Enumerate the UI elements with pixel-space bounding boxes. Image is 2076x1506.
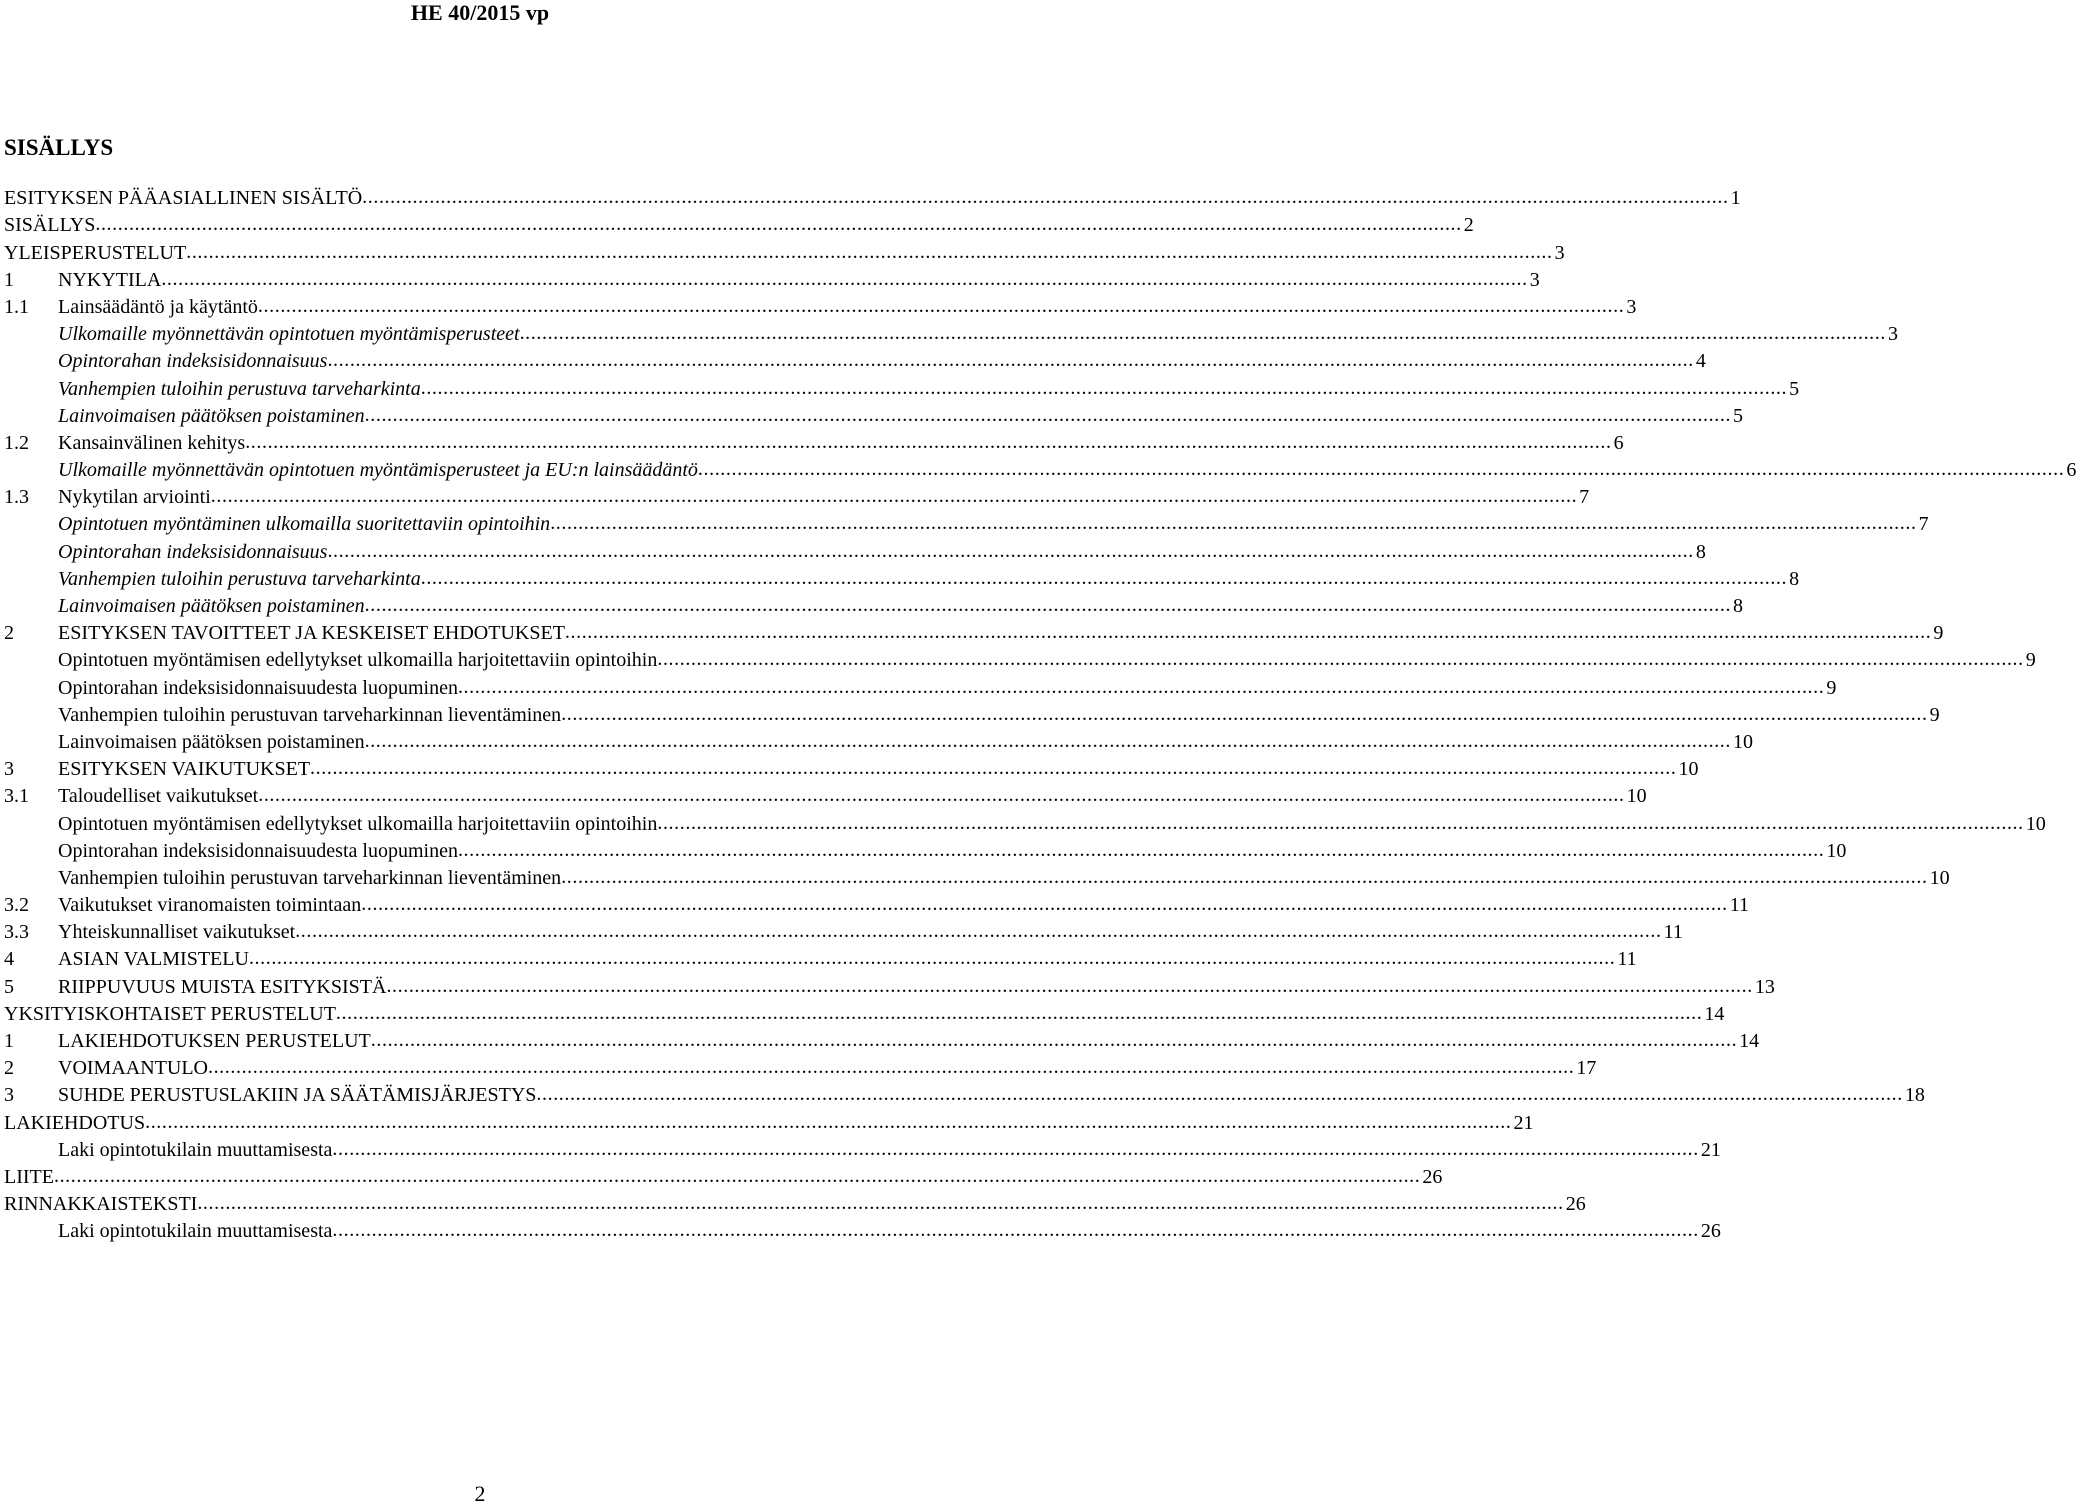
- toc-dot-leader: [362, 186, 1728, 209]
- toc-entry-label: Laki opintotukilain muuttamisesta: [58, 1138, 333, 1161]
- toc-dot-leader: [197, 1192, 1563, 1215]
- toc-entry-page: 10: [1626, 785, 1647, 808]
- toc-dot-leader: [186, 241, 1552, 264]
- toc-entry-label: Taloudelliset vaikutukset: [58, 785, 259, 808]
- toc-entry-page: 1: [1730, 187, 1741, 210]
- toc-entry-page: 8: [1789, 567, 1800, 590]
- toc-entry-label: Vanhempien tuloihin perustuva tarveharkinta: [58, 377, 421, 400]
- toc-entry-page: 7: [1579, 486, 1590, 509]
- toc-entry-page: 21: [1700, 1138, 1721, 1161]
- toc-entry-page: 3: [1529, 268, 1540, 291]
- toc-dot-leader: [361, 893, 1727, 916]
- toc-entry-number: 2: [4, 1057, 14, 1080]
- toc-entry[interactable]: [4, 237, 1565, 264]
- toc-entry[interactable]: [4, 727, 1753, 754]
- toc-entry-label: YKSITYISKOHTAISET PERUSTELUT: [4, 1002, 336, 1025]
- toc-entry-number: 1: [4, 268, 14, 291]
- toc-entry-label: Lainvoimaisen päätöksen poistaminen: [58, 730, 365, 753]
- toc-entry-label: LIITE: [4, 1165, 54, 1188]
- toc-entry[interactable]: [4, 591, 1744, 618]
- toc-dot-leader: [161, 268, 1527, 291]
- toc-entry[interactable]: [4, 944, 1637, 971]
- toc-dot-leader: [536, 1083, 1902, 1106]
- toc-entry-number: 1.3: [4, 486, 29, 509]
- toc-entry[interactable]: [4, 863, 1950, 890]
- toc-entry[interactable]: [4, 1107, 1534, 1134]
- toc-entry-label: Opintotuen myöntämisen edellytykset ulkomailla harjoitettaviin opintoihin: [58, 649, 658, 672]
- toc-entry[interactable]: [4, 1216, 1721, 1243]
- toc-entry-page: 14: [1739, 1030, 1760, 1052]
- toc-dot-leader: [295, 920, 1661, 943]
- toc-entry[interactable]: [4, 781, 1647, 808]
- toc-entry-page: 2: [1463, 214, 1474, 237]
- toc-entry-label: RIIPPUVUUS MUISTA ESITYKSISTÄ: [58, 975, 387, 998]
- toc-entry[interactable]: [4, 1053, 1597, 1080]
- toc-entry-label: SISÄLLYS: [4, 214, 96, 237]
- toc-entry[interactable]: [4, 754, 1699, 781]
- toc-entry-page: 14: [1704, 1002, 1725, 1025]
- toc-entry[interactable]: [4, 373, 1800, 400]
- toc-entry-label: Nykytilan arviointi: [58, 486, 211, 509]
- toc-dot-leader: [258, 784, 1624, 807]
- toc-entry-page: 26: [1422, 1165, 1443, 1188]
- toc-dot-leader: [327, 540, 1693, 563]
- toc-entry-label: Laki opintotukilain muuttamisesta: [58, 1220, 333, 1243]
- toc-entry-label: Opintorahan indeksisidonnaisuus: [58, 540, 328, 563]
- toc-dot-leader: [561, 866, 1927, 889]
- toc-entry-label: Opintorahan indeksisidonnaisuudesta luopuminen: [58, 676, 458, 699]
- toc-entry-page: 6: [2066, 459, 2076, 482]
- toc-dot-leader: [365, 730, 1731, 753]
- toc-entry-label: Lainvoimaisen päätöksen poistaminen: [58, 404, 365, 427]
- toc-entry[interactable]: [4, 672, 1837, 699]
- toc-entry-page: 10: [1678, 758, 1699, 781]
- toc-entry-label: Opintotuen myöntämisen edellytykset ulkomailla harjoitettaviin opintoihin: [58, 812, 658, 835]
- toc-entry-page: 7: [1918, 513, 1929, 536]
- toc-entry[interactable]: [4, 917, 1683, 944]
- toc-entry-page: 9: [1826, 676, 1837, 699]
- toc-entry-number: 3: [4, 758, 14, 781]
- toc-entry[interactable]: [4, 428, 1624, 455]
- toc-dot-leader: [54, 1165, 1420, 1188]
- toc-entry[interactable]: [4, 401, 1744, 428]
- toc-entry[interactable]: [4, 999, 1725, 1026]
- toc-entry-page: 10: [2025, 812, 2046, 835]
- toc-entry-label: SUHDE PERUSTUSLAKIIN JA SÄÄTÄMISJÄRJESTYS: [58, 1084, 537, 1107]
- toc-entry-page: 3: [1554, 241, 1565, 264]
- toc-entry-label: Opintotuen myöntäminen ulkomailla suoritettaviin opintoihin: [58, 513, 551, 536]
- toc-entry-page: 17: [1576, 1057, 1597, 1080]
- page-number: 2: [474, 1481, 486, 1506]
- toc-entry[interactable]: [4, 1080, 1925, 1107]
- toc-dot-leader: [332, 1138, 1698, 1161]
- toc-entry-number: 3.3: [4, 921, 29, 944]
- toc-entry-page: 9: [1929, 703, 1940, 726]
- toc-entry-label: Vanhempien tuloihin perustuva tarveharkinta: [58, 567, 421, 590]
- toc-entry-page: 11: [1729, 894, 1749, 917]
- toc-dot-leader: [365, 594, 1731, 617]
- toc-entry[interactable]: [4, 509, 1929, 536]
- toc-entry-number: 5: [4, 975, 14, 998]
- toc-dot-leader: [657, 812, 2023, 835]
- toc-dot-leader: [657, 648, 2023, 671]
- toc-entry-number: 1.2: [4, 431, 29, 454]
- toc-dot-leader: [421, 567, 1787, 590]
- toc-entry-label: Kansainvälinen kehitys: [58, 431, 246, 454]
- toc-entry-label: Opintorahan indeksisidonnaisuudesta luopuminen: [58, 839, 458, 862]
- toc-entry-label: Vanhempien tuloihin perustuvan tarveharkinnan lieventäminen: [58, 866, 562, 889]
- toc-entry-page: 9: [2025, 649, 2036, 672]
- toc-entry-label: ESITYKSEN TAVOITTEET JA KESKEISET EHDOTUKSET: [58, 622, 565, 645]
- toc-entry[interactable]: [4, 890, 1749, 917]
- toc-entry[interactable]: [4, 1135, 1721, 1162]
- toc-dot-leader: [561, 703, 1927, 726]
- toc-entry[interactable]: [4, 700, 1940, 727]
- toc-dot-leader: [421, 377, 1787, 400]
- toc-entry[interactable]: [4, 346, 1706, 373]
- toc-entry-page: 10: [1733, 730, 1753, 753]
- toc-dot-leader: [565, 621, 1931, 644]
- toc-dot-leader: [208, 1056, 1574, 1079]
- toc-entry-label: LAKIEHDOTUKSEN PERUSTELUT: [58, 1030, 371, 1052]
- toc-entry-label: Yhteiskunnalliset vaikutukset: [58, 921, 296, 944]
- toc-dot-leader: [371, 1029, 1737, 1052]
- toc-entry[interactable]: [4, 292, 1637, 319]
- document-header: HE 40/2015 vp: [410, 0, 550, 25]
- toc-dot-leader: [211, 485, 1577, 508]
- toc-entry[interactable]: [4, 183, 1741, 210]
- toc-entry-page: 21: [1513, 1111, 1534, 1134]
- toc-entry[interactable]: [4, 536, 1706, 563]
- toc-entry-number: 3.1: [4, 785, 29, 808]
- toc-entry-number: 2: [4, 622, 14, 645]
- toc-entry[interactable]: [4, 645, 2036, 672]
- toc-entry-page: 10: [1826, 839, 1847, 862]
- toc-entry[interactable]: [4, 808, 2046, 835]
- toc-entry-label: ESITYKSEN VAIKUTUKSET: [58, 758, 311, 781]
- toc-dot-leader: [258, 295, 1624, 318]
- toc-entry-number: 3: [4, 1084, 14, 1107]
- toc-entry[interactable]: [4, 618, 1944, 645]
- toc-entry[interactable]: [4, 1162, 1443, 1189]
- toc-heading: SISÄLLYS: [4, 135, 114, 160]
- toc-entry-label: NYKYTILA: [58, 268, 162, 291]
- toc-entry-page: 26: [1700, 1220, 1721, 1243]
- toc-entry[interactable]: [4, 482, 1590, 509]
- toc-dot-leader: [520, 322, 1886, 345]
- toc-entry-page: 5: [1789, 377, 1800, 400]
- toc-dot-leader: [249, 947, 1615, 970]
- toc-entry-page: 5: [1733, 404, 1744, 427]
- toc-dot-leader: [332, 1219, 1698, 1242]
- toc-entry-number: 1.1: [4, 295, 29, 318]
- toc-entry-page: 11: [1663, 921, 1683, 944]
- toc-entry-page: 4: [1695, 350, 1706, 373]
- toc-entry-label: RINNAKKAISTEKSTI: [4, 1193, 198, 1216]
- toc-entry-label: Opintorahan indeksisidonnaisuus: [58, 350, 328, 373]
- toc-entry[interactable]: [4, 210, 1474, 237]
- toc-entry-label: Vanhempien tuloihin perustuvan tarveharkinnan lieventäminen: [58, 703, 562, 726]
- toc-entry-page: 10: [1929, 866, 1950, 889]
- toc-entry-label: ASIAN VALMISTELU: [58, 948, 249, 971]
- toc-entry-label: LAKIEHDOTUS: [4, 1111, 146, 1134]
- toc-entry-page: 3: [1887, 323, 1898, 346]
- table-of-contents: [4, 183, 2076, 1243]
- toc-entry-page: 26: [1565, 1193, 1586, 1216]
- toc-entry-number: 3.2: [4, 894, 29, 917]
- toc-dot-leader: [310, 757, 1676, 780]
- toc-entry-label: ESITYKSEN PÄÄASIALLINEN SISÄLTÖ: [4, 187, 363, 210]
- toc-entry-page: 3: [1626, 295, 1637, 318]
- toc-entry-page: 13: [1754, 975, 1775, 998]
- toc-entry-number: 4: [4, 948, 14, 971]
- toc-entry[interactable]: [4, 455, 2076, 482]
- toc-entry[interactable]: [4, 319, 1898, 346]
- toc-entry-label: VOIMAANTULO: [58, 1057, 208, 1080]
- toc-dot-leader: [145, 1111, 1511, 1134]
- toc-dot-leader: [365, 404, 1731, 427]
- toc-dot-leader: [95, 213, 1461, 236]
- toc-entry-page: 6: [1613, 431, 1624, 454]
- toc-entry[interactable]: [4, 971, 1775, 998]
- toc-dot-leader: [458, 839, 1824, 862]
- toc-entry-label: Ulkomaille myönnettävän opintotuen myöntämisperusteet: [58, 323, 520, 346]
- toc-entry[interactable]: [4, 265, 1540, 292]
- toc-dot-leader: [386, 975, 1752, 998]
- toc-entry-label: Vaikutukset viranomaisten toimintaan: [58, 894, 362, 917]
- toc-entry-label: Ulkomaille myönnettävän opintotuen myöntämisperusteet ja EU:n lainsäädäntö: [58, 459, 698, 482]
- toc-dot-leader: [327, 349, 1693, 372]
- toc-entry[interactable]: [4, 1026, 1760, 1053]
- toc-entry[interactable]: [4, 836, 1847, 863]
- toc-entry-label: Lainsäädäntö ja käytäntö: [58, 295, 258, 318]
- toc-dot-leader: [458, 676, 1824, 699]
- toc-dot-leader: [550, 512, 1916, 535]
- toc-entry[interactable]: [4, 1189, 1586, 1216]
- toc-entry-page: 11: [1617, 948, 1637, 971]
- toc-entry-label: YLEISPERUSTELUT: [4, 241, 187, 264]
- toc-entry-page: 9: [1933, 622, 1944, 645]
- toc-entry-label: Lainvoimaisen päätöksen poistaminen: [58, 595, 365, 617]
- toc-entry-page: 8: [1695, 540, 1706, 563]
- toc-dot-leader: [698, 458, 2064, 481]
- toc-dot-leader: [245, 431, 1611, 454]
- toc-entry[interactable]: [4, 564, 1800, 591]
- toc-entry-page: 18: [1904, 1084, 1925, 1107]
- toc-entry-page: 8: [1733, 595, 1744, 617]
- toc-dot-leader: [336, 1002, 1702, 1025]
- toc-entry-number: 1: [4, 1030, 14, 1052]
